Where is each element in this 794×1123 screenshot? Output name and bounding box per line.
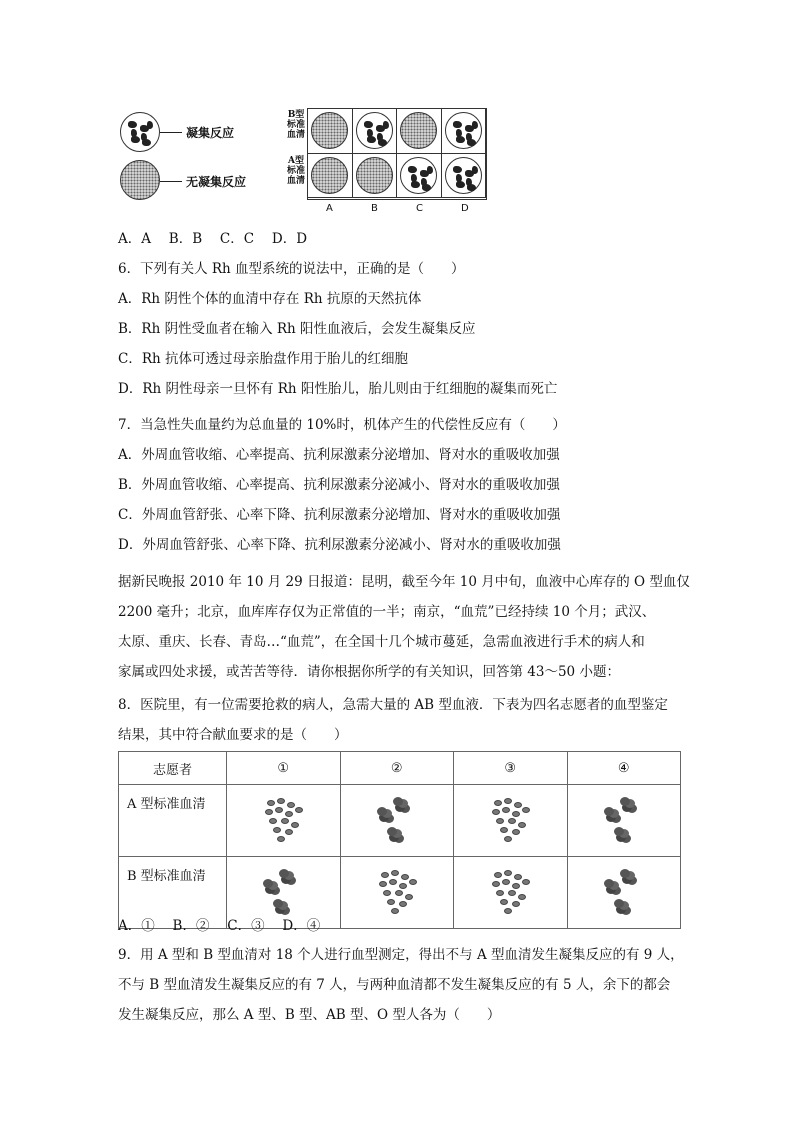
reading-passage (118, 567, 690, 687)
grid-cell (397, 154, 442, 199)
legend-line (160, 181, 182, 182)
grid-cell (397, 109, 442, 154)
question-6-stem: 6．下列有关人 Rh 血型系统的说法中，正确的是（ ） (118, 261, 465, 277)
question-9-line: 9．用 A 型和 B 型血清对 18 个人进行血型测定，得出不与 A 型血清发生凝集反应的有 9 人， (118, 947, 684, 963)
table-header-1: ① (227, 752, 341, 785)
no-agglutination-sample-icon (400, 112, 437, 149)
question-7-option-d: D．外周血管舒张、心率下降、抗利尿激素分泌减小、肾对水的重吸收加强 (118, 537, 561, 553)
table-cell (340, 857, 454, 929)
agglutination-sample-icon (356, 112, 393, 149)
agglutinated-cells-icon (375, 795, 419, 843)
legend-agglutination-label: 凝集反应 (186, 126, 235, 140)
legend-line (160, 132, 182, 133)
question-9 (118, 940, 684, 1030)
question-8-stem-line-2: 结果，其中符合献血要求的是（ ） (118, 727, 348, 743)
passage-line: 2200 毫升；北京，血库库存仅为正常值的一半；南京，“血荒”已经持续 10 个月；武汉、 (118, 604, 656, 620)
question-8-stem-line-1: 8．医院里，有一位需要抢救的病人，急需大量的 AB 型血液．下表为四名志愿者的血型鉴定 (118, 697, 668, 713)
agglutination-sample-icon (445, 112, 482, 149)
dispersed-cells-icon (261, 797, 305, 841)
blood-type-table (118, 751, 681, 929)
row-label-b-serum: B型标准血清 (286, 110, 305, 140)
table-header-3: ③ (454, 752, 568, 785)
row-label-a-serum: A 型标准血清 (119, 785, 227, 857)
column-label-c: C (416, 203, 423, 214)
table-cell (227, 785, 341, 857)
passage-line: 家属或四处求援，或苦苦等待．请你根据你所学的有关知识，回答第 43～50 小题： (118, 664, 620, 680)
agglutination-sample-icon (445, 157, 482, 194)
table-row (119, 785, 681, 857)
no-agglutination-sample-icon (311, 157, 348, 194)
legend-no-agglutination-label: 无凝集反应 (186, 175, 247, 189)
no-agglutination-sample-icon (120, 160, 160, 200)
dispersed-cells-icon (488, 797, 532, 841)
table-header-4: ④ (567, 752, 681, 785)
grid-cell (353, 109, 398, 154)
question-6-option-a: A．Rh 阴性个体的血清中存在 Rh 抗原的天然抗体 (118, 291, 422, 307)
grid-cell (308, 154, 353, 199)
row-label-b-serum: B 型标准血清 (119, 857, 227, 929)
dispersed-cells-icon (488, 869, 532, 913)
dispersed-cells-icon (375, 869, 419, 913)
grid-cell (353, 154, 398, 199)
grid-cell (442, 109, 487, 154)
question-9-line: 发生凝集反应，那么 A 型、B 型、AB 型、O 型人各为（ ） (118, 1007, 501, 1023)
passage-line: 太原、重庆、长春、青岛…“血荒”，在全国十几个城市蔓延，急需血液进行手术的病人和 (118, 634, 645, 650)
table-cell (567, 785, 681, 857)
table-cell (454, 857, 568, 929)
question-7-stem: 7．当急性失血量约为总血量的 10%时，机体产生的代偿性反应有（ ） (118, 417, 566, 433)
q8-options: A．① B．② C．③ D．④ (118, 918, 321, 934)
row-label-a-serum: A型标准血清 (286, 156, 305, 186)
grid-cell (442, 154, 487, 199)
question-6-option-d: D．Rh 阴性母亲一旦怀有 Rh 阳性胎儿，胎儿则由于红细胞的凝集而死亡 (118, 381, 558, 397)
question-7-option-a: A．外周血管收缩、心率提高、抗利尿激素分泌增加、肾对水的重吸收加强 (118, 447, 560, 463)
question-9-line: 不与 B 型血清发生凝集反应的有 7 人，与两种血清都不发生凝集反应的有 5 人，余下的都会 (118, 977, 671, 993)
column-label-b: B (371, 203, 378, 214)
agglutinated-cells-icon (261, 867, 305, 915)
no-agglutination-sample-icon (311, 112, 348, 149)
agglutinated-cells-icon (602, 795, 646, 843)
table-header-row (119, 752, 681, 785)
question-7-option-b: B．外周血管收缩、心率提高、抗利尿激素分泌减小、肾对水的重吸收加强 (118, 477, 560, 493)
question-7 (118, 410, 678, 560)
column-label-a: A (326, 203, 333, 214)
no-agglutination-sample-icon (356, 157, 393, 194)
table-cell (567, 857, 681, 929)
table-cell (454, 785, 568, 857)
question-8 (118, 690, 678, 750)
table-header-volunteer: 志愿者 (119, 752, 227, 785)
table-header-2: ② (340, 752, 454, 785)
grid-cell (308, 109, 353, 154)
column-label-d: D (461, 203, 469, 214)
table-cell (340, 785, 454, 857)
question-6 (118, 254, 678, 404)
agglutination-sample-icon (120, 112, 160, 152)
question-6-option-b: B．Rh 阴性受血者在输入 Rh 阳性血液后，会发生凝集反应 (118, 321, 476, 337)
q5-options: A．A B．B C．C D．D (118, 231, 308, 247)
question-7-option-c: C．外周血管舒张、心率下降、抗利尿激素分泌增加、肾对水的重吸收加强 (118, 507, 561, 523)
agglutinated-cells-icon (602, 867, 646, 915)
agglutination-sample-icon (400, 157, 437, 194)
passage-line: 据新民晚报 2010 年 10 月 29 日报道：昆明，截至今年 10 月中旬，血液中心库存的 O 型血仅 (118, 574, 690, 590)
question-6-option-c: C．Rh 抗体可透过母亲胎盘作用于胎儿的红细胞 (118, 351, 408, 367)
